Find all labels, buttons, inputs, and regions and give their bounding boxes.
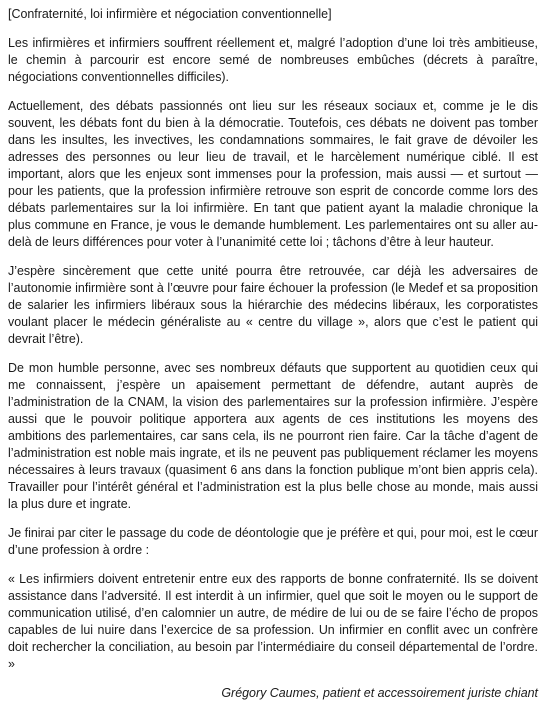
- paragraph-quote-intro: Je finirai par citer le passage du code de déontologie que je préfère et qui, pour moi, est le cœur d’une profession à ordre :: [8, 526, 538, 557]
- author-signature: Grégory Caumes, patient et accessoirement juriste chiant: [221, 686, 538, 700]
- paragraph-quote: « Les infirmiers doivent entretenir entre eux des rapports de bonne confraternité. Ils se doivent assistance dans l’adversité. Il est interdit à un infirmier, quel que soit le moyen ou le support de communication utilisé, d’en calomnier un autre, de médire de lui ou de se faire l’écho de propos capables de lui nuire dans l’exercice de sa profession. Un infirmier en conflit avec un confrère doit rechercher la conciliation, au besoin par l’intermédiaire du conseil départemental de l’ordre. »: [8, 572, 538, 671]
- paragraph-debates: Actuellement, des débats passionnés ont lieu sur les réseaux sociaux et, comme je le dis souvent, les débats font du bien à la démocratie. Toutefois, ces débats ne doivent pas tomber dans les insultes, les invectives, les condamnations sommaires, le fait grave de dévoiler les adresses des personnes ou leur lieu de travail, et le harcèlement numérique ciblé. Il est important, alors que les enjeux sont immenses pour la profession, mais aussi — et surtout — pour les patients, que la profession infirmière retrouve son esprit de concorde comme lors des débats parlementaires sur la loi infirmière. En tant que patient ayant la maladie chronique la plus commune en France, je vous le demande humblement. Les parlementaires ont su aller au-delà de leurs différences pour voter à l’unanimité cette loi ; tâchons d’être à leur hauteur.: [8, 99, 538, 249]
- article-title: [Confraternité, loi infirmière et négociation conventionnelle]: [8, 7, 332, 21]
- paragraph-unity: J’espère sincèrement que cette unité pourra être retrouvée, car déjà les adversaires de l’autonomie infirmière sont à l’œuvre pour faire échouer la profession (le Medef et sa proposition de salarier les infirmiers libéraux sous la hiérarchie des médecins libéraux, les corporatistes voulant placer le médecin généraliste au « centre du village », alors que c’est le patient qui devrait l’être).: [8, 264, 538, 346]
- paragraph-intro: Les infirmières et infirmiers souffrent réellement et, malgré l’adoption d’une loi très ambitieuse, le chemin à parcourir est encore semé de nombreuses embûches (décrets à paraître, négociations conventionnelles difficiles).: [8, 36, 538, 84]
- paragraph-administration: De mon humble personne, avec ses nombreux défauts que supportent au quotidien ceux qui me connaissent, j’espère un apaisement permettant de défendre, autant auprès de l’administration de la CNAM, la vision des parlementaires sur la profession infirmière. J’espère aussi que le pouvoir politique apportera aux agents de ces institutions les moyens des ambitions des parlementaires, car sans cela, ils ne pourront rien faire. Car la tâche d’agent de l’administration est noble mais ingrate, et ils ne peuvent pas publiquement réclamer les moyens nécessaires à leurs travaux (quasiment 6 ans dans la fonction publique m’ont bien appris cela). Travailler pour l’intérêt général et l’administration est la plus belle chose au monde, mais aussi la plus dure et ingrate.: [8, 361, 538, 511]
- article: [8, 6, 538, 714]
